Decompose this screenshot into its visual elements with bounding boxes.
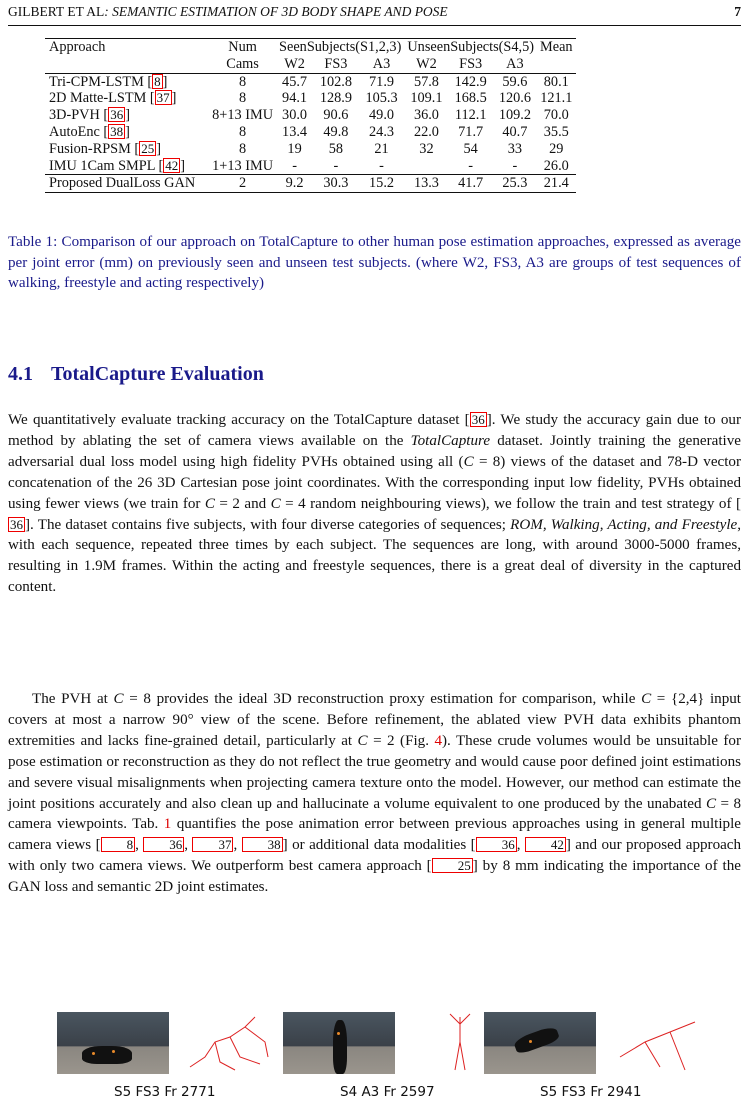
row-value: 102.8	[313, 73, 359, 90]
row-approach: Tri-CPM-LSTM [ 8 ]	[45, 73, 209, 90]
row-approach: IMU 1Cam SMPL [ 42 ]	[49, 157, 186, 174]
row-value: -	[379, 157, 384, 174]
row-cams: 2	[209, 175, 276, 193]
row-value: 30.3	[313, 175, 359, 193]
row-value: 70.0	[543, 107, 569, 124]
citation-link[interactable]: 36	[110, 107, 124, 123]
row-value: 21	[374, 140, 389, 157]
subheader-w2-unseen: W2	[416, 55, 437, 72]
section-heading	[8, 363, 264, 386]
row-value: 105.3	[365, 90, 398, 107]
citation-link[interactable]: 37	[156, 90, 170, 106]
row-approach: Proposed DualLoss GAN	[45, 175, 209, 193]
row-value: 29	[549, 140, 564, 157]
subheader-a3-unseen: A3	[506, 55, 524, 72]
row-value: 59.6	[493, 73, 537, 90]
row-value: 21.4	[537, 175, 576, 193]
row-value: -	[468, 157, 474, 174]
table-subheader-row	[45, 56, 576, 73]
row-approach: 3D-PVH [ 36 ]	[49, 107, 130, 124]
citation-link[interactable]: 38	[110, 123, 124, 139]
citation-link[interactable]: 42	[165, 157, 179, 173]
row-value: 142.9	[449, 73, 493, 90]
row-value: 13.3	[404, 175, 448, 193]
row-value: 45.7	[276, 73, 313, 90]
row-value: 19	[287, 140, 302, 157]
row-approach: Fusion-RPSM [ 25 ]	[49, 140, 161, 157]
row-value: 57.8	[404, 73, 448, 90]
skeleton-3	[615, 1012, 700, 1074]
row-value: -	[512, 157, 518, 174]
subheader-empty	[45, 56, 209, 73]
table-header-row	[45, 39, 576, 56]
row-value: 25.3	[493, 175, 537, 193]
page-number: 7	[734, 4, 741, 19]
row-cams: 8	[239, 140, 247, 157]
row-value: 30.0	[282, 107, 308, 124]
col-header-seen: SeenSubjects(S1,2,3)	[276, 39, 404, 56]
citation-link[interactable]: 25	[141, 140, 155, 156]
row-value: -	[292, 157, 297, 174]
citation-link[interactable]: 8	[154, 73, 161, 89]
row-value: 120.6	[498, 90, 531, 107]
skeleton-2	[440, 1012, 480, 1074]
row-value: 9.2	[276, 175, 313, 193]
row-value	[404, 158, 448, 175]
row-cams: 8	[239, 123, 247, 140]
row-value: 128.9	[319, 90, 352, 107]
row-value: 41.7	[449, 175, 493, 193]
figure-label-1: S5 FS3 Fr 2771	[114, 1084, 216, 1100]
section-title: TotalCapture Evaluation	[51, 363, 264, 385]
row-cams: 8+13 IMU	[212, 107, 274, 124]
row-cams: 1+13 IMU	[212, 157, 274, 174]
row-value: 33	[507, 140, 523, 157]
running-header	[8, 4, 741, 26]
results-table	[45, 38, 576, 193]
row-value: 35.5	[543, 123, 569, 140]
table-row	[45, 107, 576, 124]
row-value: 109.1	[410, 90, 443, 107]
row-value: 13.4	[282, 123, 308, 140]
paragraph-1: We quantitatively evaluate tracking accuracy on the TotalCapture dataset [ 36 ]. We study the accuracy gain due to our method by ablating the set of camera views available on the TotalCapture dataset. Jointly training the generative adversarial dual loss model using high fidelity PVHs obtained using all (C = 8) views of the dataset and 78-D vector concatenation of the 26 3D Cartesian pose joint coordinates. With the corresponding input low fidelity, PVHs obtained using fewer views (we train for C = 2 and C = 4 random neighbouring views), we follow the train and test strategy of [36 ]. The dataset contains five subjects, with four diverse categories of sequences; ROM, Walking, Acting, and Freestyle, with each sequence, repeated three times by each subject. The sequences are long, with around 3000-5000 frames, resulting in 1.9M frames. Within the acting and freestyle sequences, there is a great deal of diversity in the captured content.	[8, 412, 742, 596]
table-row	[45, 158, 576, 175]
figure-label-3: S5 FS3 Fr 2941	[540, 1084, 642, 1100]
col-header-num: Num	[209, 39, 276, 56]
row-value: 168.5	[454, 90, 487, 107]
row-value: 94.1	[282, 90, 308, 107]
row-value: 80.1	[537, 73, 576, 90]
table-row	[45, 90, 576, 107]
section-number: 4.1	[8, 363, 33, 385]
row-cams: 8	[209, 73, 276, 90]
table-row	[45, 175, 576, 193]
row-value: 40.7	[502, 123, 528, 140]
row-value: 26.0	[543, 157, 569, 174]
row-value: 24.3	[369, 123, 395, 140]
subheader-empty-mean	[537, 56, 576, 73]
subheader-w2: W2	[284, 55, 305, 72]
subheader-fs3-unseen: FS3	[459, 55, 483, 72]
row-value: 22.0	[413, 123, 439, 140]
table-row	[45, 141, 576, 158]
row-value: -	[333, 157, 339, 174]
col-header-mean: Mean	[537, 39, 576, 56]
row-approach: 2D Matte-LSTM [ 37 ]	[49, 90, 177, 107]
row-approach: AutoEnc [ 38 ]	[49, 123, 130, 140]
header-rule	[8, 25, 741, 26]
row-value: 71.7	[458, 123, 484, 140]
col-header-unseen: UnseenSubjects(S4,5)	[404, 39, 537, 56]
row-value: 121.1	[540, 90, 573, 107]
row-value: 49.8	[323, 123, 349, 140]
paragraph-2: The PVH at C = 8 provides the ideal 3D reconstruction proxy estimation for comparison, while C = {2,4} input covers at most a narrow 90° view of the scene. Before refinement, the ablated view PVH data exhibits phantom extremities and lacks fine-grained detail, particularly at C = 2 (Fig. 4). These crude volumes would be unsuitable for pose estimation or reconstruction as they do not reflect the true geometry and would cause poor defined joint estimations and severe visual misalignments when projecting camera texture onto the model. However, our method can estimate the joint positions accurately and also clean up and hallucinate a volume equivalent to one produced by the unabated C = 8 camera viewpoints. Tab. 1 quantifies the pose animation error between previous approaches using in general multiple camera views [ 8 , 36 , 37 , 38 ] or additional data modalities [ 36 , 42 ] and our proposed approach with only two camera views. We outperform best camera approach [ 25 ] by 8 mm indicating the importance of the GAN loss and semantic 2D joint estimates.	[8, 691, 742, 896]
row-value: 90.6	[323, 107, 349, 124]
table-row	[45, 124, 576, 141]
row-value: 112.1	[454, 107, 487, 124]
subheader-cams: Cams	[226, 55, 259, 72]
row-value: 36.0	[413, 107, 439, 124]
row-value: 58	[328, 140, 344, 157]
row-value: 32	[419, 140, 434, 157]
table-body	[45, 73, 576, 193]
row-value: 49.0	[369, 107, 395, 124]
row-cams: 8	[239, 90, 247, 107]
row-value: 15.2	[359, 175, 405, 193]
skeleton-1	[180, 1012, 275, 1074]
subheader-a3: A3	[372, 55, 391, 72]
running-title: GILBERT ET AL: SEMANTIC ESTIMATION OF 3D BODY SHAPE AND POSE	[8, 4, 448, 19]
row-value: 109.2	[498, 107, 531, 124]
row-value: 54	[463, 140, 478, 157]
table-row	[45, 73, 576, 90]
table-caption: Table 1: Comparison of our approach on TotalCapture to other human pose estimation approaches, expressed as average per joint error (mm) on previously seen and unseen test subjects. (where W2, FS3, A3 are groups of test sequences of walking, freestyle and acting respectively)	[8, 234, 741, 292]
row-value: 71.9	[359, 73, 405, 90]
col-header-approach: Approach	[45, 39, 209, 56]
figure-label-2: S4 A3 Fr 2597	[340, 1084, 435, 1100]
subheader-fs3: FS3	[324, 55, 348, 72]
